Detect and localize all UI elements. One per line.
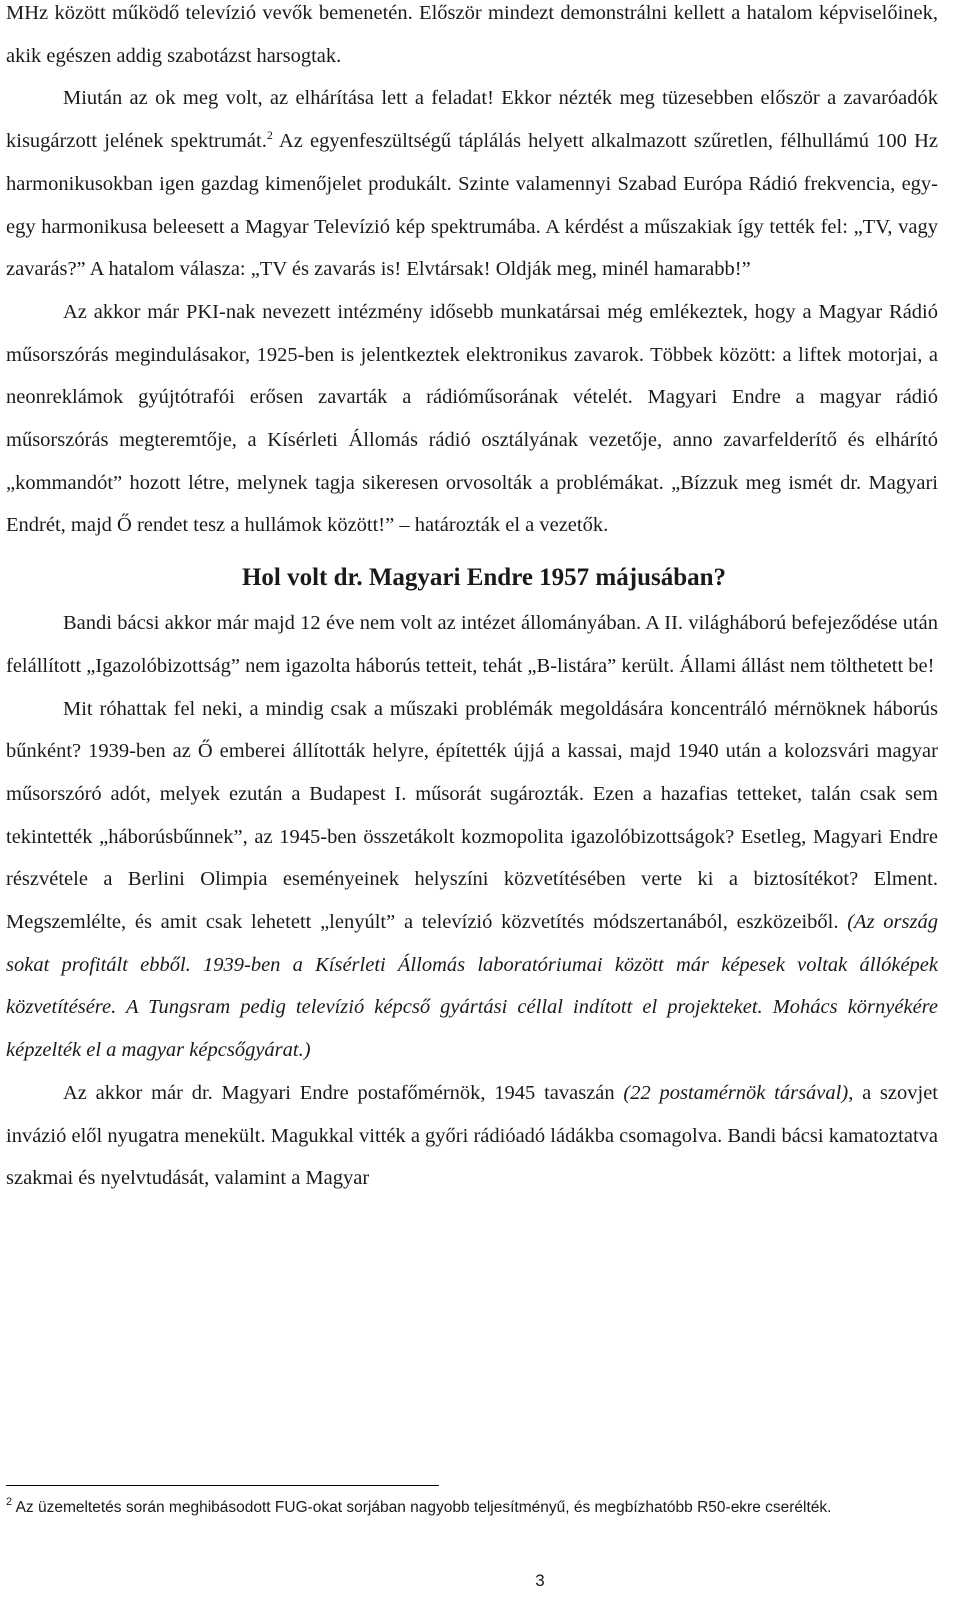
paragraph-2 <box>6 77 938 291</box>
paragraph-3-text: Az akkor már PKI-nak nevezett intézmény idősebb munkatársai még emlékeztek, hogy a Magyar Rádió műsorszórás megindulásakor, 1925-ben is jelentkeztek elektronikus zavarok. Többek között: a liftek motorjai, a neonreklámok gyújtótrafói erősen zavarták a rádióműsorának vételét. Magyari Endre a magyar rádió műsorszórás megteremtője, a Kísérleti Állomás rádió osztályának vezetője, anno zavarfelderítő és elhárító „kommandót” hozott létre, melynek tagja sikeresen orvosolták a problémákat. „Bízzuk meg ismét dr. Magyari Endrét, majd Ő rendet tesz a hullámok között!” – határozták el a vezetők. <box>6 300 938 537</box>
paragraph-3 <box>6 291 938 547</box>
paragraph-5 <box>6 688 938 1072</box>
footnote-reference[interactable]: 2 <box>266 128 273 143</box>
paragraph-5-italic: (Az ország sokat profitált ebből. 1939-ben a Kísérleti Állomás laboratóriumai között már képesek voltak állóképek közvetítésére. A Tungsram pedig televízió képcső gyártási céllal indított el projekteket. Mohács környékére képzelték el a magyar képcsőgyárat.) <box>6 911 938 1062</box>
paragraph-2-text-b: Az egyenfeszültségű táplálás helyett alkalmazott szűretlen, félhullámú 100 Hz harmonikusokban igen gazdag kimenőjelet produkált. Szinte valamennyi Szabad Európa Rádió frekvencia, egy-egy harmonikusa beleesett a Magyar Televízió kép spektrumába. A kérdést a műszakiak így tették fel: „TV, vagy zavarás?” A hatalom válasza: „TV és zavarás is! Elvtársak! Oldják meg, minél hamarabb!” <box>6 130 938 281</box>
paragraph-4-text: Bandi bácsi akkor már majd 12 éve nem volt az intézet állományában. A II. világháború befejeződése után felállított „Igazolóbizottság” nem igazolta háborús tetteit, tehát „B-listára” került. Állami állást nem tölthetett be! <box>6 612 938 677</box>
paragraph-6-text-b: , a szovjet invázió elől nyugatra menekült. Magukkal vitték a győri rádióadó ládákba csomagolva. Bandi bácsi kamatoztatva szakmai és nyelvtudását, valamint a Magyar <box>6 1081 938 1190</box>
section-heading: Hol volt dr. Magyari Endre 1957 májusában? <box>241 564 727 592</box>
paragraph-6-text-a: Az akkor már dr. Magyari Endre postafőmérnök, 1945 tavaszán <box>63 1081 624 1104</box>
paragraph-6-italic: (22 postamérnök társával) <box>623 1081 849 1104</box>
paragraph-1 <box>6 0 938 77</box>
document-body <box>6 0 938 1200</box>
page-number: 3 <box>535 1571 545 1590</box>
paragraph-1-text: MHz között működő televízió vevők bemenetén. Először mindezt demonstrálni kellett a hatalom képviselőinek, akik egészen addig szabotázst harsogtak. <box>6 2 938 67</box>
footnote <box>6 1494 938 1521</box>
paragraph-6 <box>6 1072 938 1200</box>
footnote-text: Az üzemeltetés során meghibásodott FUG-okat sorjában nagyobb teljesítményű, és megbízhatóbb R50-ekre cserélték. <box>12 1499 832 1516</box>
footnote-separator <box>6 1485 439 1486</box>
paragraph-5-text: Mit róhattak fel neki, a mindig csak a műszaki problémák megoldására koncentráló mérnöknek háborús bűnként? 1939-ben az Ő emberei állították helyre, építették újjá a kassai, majd 1940 után a kolozsvári magyar műsorszóró adót, melyek ezután a Budapest I. műsorát sugározták. Ezen a hazafias tetteket, talán csak sem tekintették „háborúsbűnnek”, az 1945-ben összetákolt kozmopolita igazolóbizottságok? Esetleg, Magyari Endre részvétele a Berlini Olimpia eseményeinek helyszíni közvetítésében verte ki a biztosítékot? Elment. Megszemlélte, és amit csak lehetett „lenyúlt” a televízió közvetítés módszertanából, eszközeiből. <box>6 697 938 934</box>
paragraph-4 <box>6 602 938 687</box>
footnote-number: 2 <box>6 1496 13 1508</box>
paragraph-2-text-a: Miután az ok meg volt, az elhárítása lett a feladat! Ekkor nézték meg tüzesebben először a zavaróadók kisugárzott jelének spektrumát. <box>6 87 938 153</box>
